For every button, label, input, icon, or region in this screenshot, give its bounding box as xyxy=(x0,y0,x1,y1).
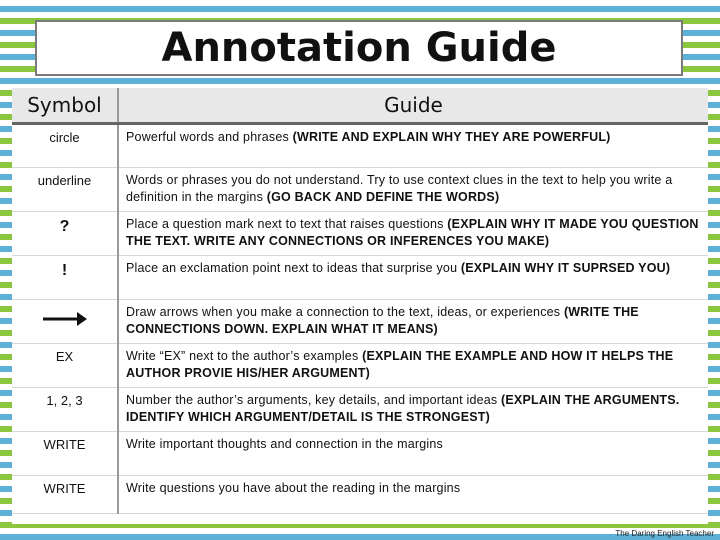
annotation-table-panel xyxy=(12,88,708,524)
symbol-question-mark: ? xyxy=(12,212,118,256)
guide-text: Write questions you have about the reading in the margins xyxy=(126,481,461,495)
guide-text: Number the author’s arguments, key details, and important ideas xyxy=(126,393,502,407)
symbol-underline: underline xyxy=(12,168,118,212)
table-row xyxy=(12,388,708,432)
guide-instruction: (WRITE THE CONNECTIONS DOWN. EXPLAIN WHAT IT MEANS) xyxy=(126,305,639,336)
symbol-exclamation: ! xyxy=(12,256,118,300)
table-row xyxy=(12,256,708,300)
guide-text: Write important thoughts and connection in the margins xyxy=(126,437,443,451)
symbol-arrow xyxy=(12,300,118,344)
guide-cell xyxy=(118,300,708,344)
symbol-ex: EX xyxy=(12,344,118,388)
guide-cell xyxy=(118,432,708,476)
guide-cell xyxy=(118,344,708,388)
guide-cell xyxy=(118,212,708,256)
guide-text: Write “EX” next to the author’s examples xyxy=(126,349,363,363)
guide-cell xyxy=(118,168,708,212)
symbol-circle: circle xyxy=(12,124,118,168)
annotation-table xyxy=(12,88,708,514)
symbol-write: WRITE xyxy=(12,476,118,514)
guide-text: Words or phrases you do not understand. Try to use context clues in the text to help you write a definition in the margins xyxy=(126,173,673,204)
guide-instruction: (EXPLAIN THE EXAMPLE AND HOW IT HELPS THE AUTHOR PROVIE HIS/HER ARGUMENT) xyxy=(126,349,674,380)
guide-cell xyxy=(118,124,708,168)
table-row xyxy=(12,168,708,212)
guide-cell xyxy=(118,388,708,432)
guide-instruction: (EXPLAIN THE ARGUMENTS. IDENTIFY WHICH ARGUMENT/DETAIL IS THE STRONGEST) xyxy=(126,393,680,424)
table-row xyxy=(12,300,708,344)
title-box xyxy=(35,20,683,76)
guide-text: Draw arrows when you make a connection to the text, ideas, or experiences xyxy=(126,305,564,319)
table-header-row xyxy=(12,88,708,124)
guide-instruction: (EXPLAIN WHY IT SUPRSED YOU) xyxy=(460,261,671,275)
table-row xyxy=(12,476,708,514)
page-title: Annotation Guide xyxy=(161,25,557,71)
guide-instruction: (WRITE AND EXPLAIN WHY THEY ARE POWERFUL) xyxy=(292,130,611,144)
credit-text: The Daring English Teacher xyxy=(615,529,714,538)
symbol-numbers: 1, 2, 3 xyxy=(12,388,118,432)
guide-instruction: (EXPLAIN WHY IT MADE YOU QUESTION THE TEXT. WRITE ANY CONNECTIONS OR INFERENCES YOU MAKE) xyxy=(126,217,699,248)
header-symbol: Symbol xyxy=(12,88,118,124)
table-row xyxy=(12,124,708,168)
guide-text: Place an exclamation point next to ideas that surprise you xyxy=(126,261,461,275)
symbol-write: WRITE xyxy=(12,432,118,476)
arrow-icon xyxy=(41,309,89,329)
guide-text: Place a question mark next to text that raises questions xyxy=(126,217,448,231)
guide-text: Powerful words and phrases xyxy=(126,130,293,144)
table-row xyxy=(12,344,708,388)
guide-cell xyxy=(118,476,708,514)
table-row xyxy=(12,432,708,476)
guide-instruction: (GO BACK AND DEFINE THE WORDS) xyxy=(266,190,500,204)
table-row xyxy=(12,212,708,256)
guide-cell xyxy=(118,256,708,300)
header-guide: Guide xyxy=(118,88,708,124)
